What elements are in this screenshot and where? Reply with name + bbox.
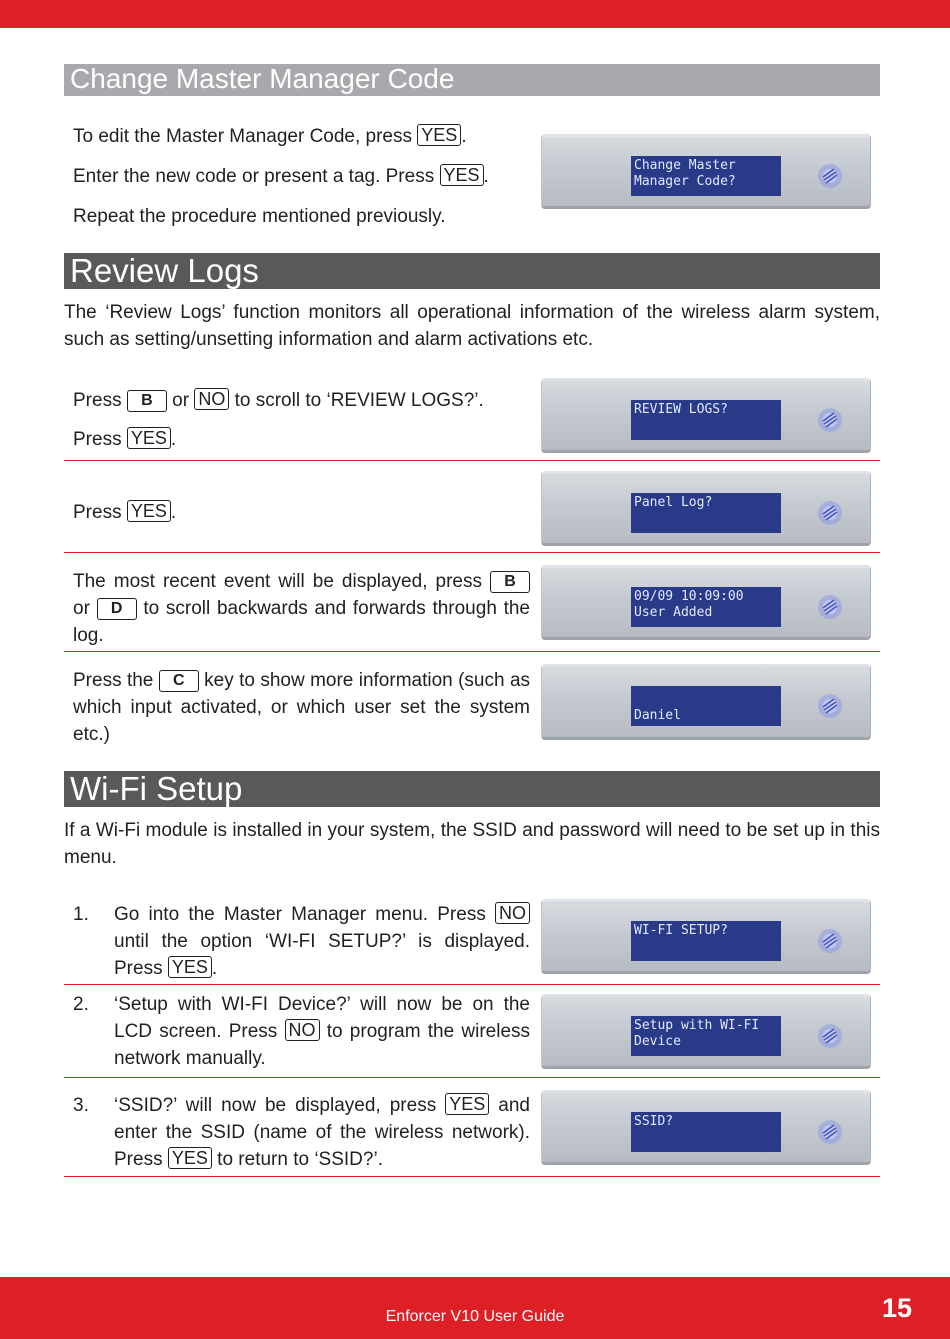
yes-key: YES bbox=[445, 1093, 489, 1115]
yes-key: YES bbox=[168, 1147, 212, 1169]
top-brand-bar bbox=[0, 0, 950, 28]
yes-key: YES bbox=[440, 164, 484, 186]
divider bbox=[64, 651, 880, 652]
wifi-intro: If a Wi-Fi module is installed in your system, the SSID and password will need to be set up in this menu. bbox=[64, 820, 880, 868]
divider bbox=[64, 460, 880, 461]
lcd-screen: SSID? bbox=[631, 1112, 781, 1152]
yes-key: YES bbox=[168, 956, 212, 978]
section-title-wifi-setup: Wi-Fi Setup bbox=[64, 771, 880, 807]
lcd-panel-review-logs bbox=[541, 378, 871, 453]
page-number: 15 bbox=[881, 1293, 912, 1323]
master-step-1: To edit the Master Manager Code, press YES . bbox=[73, 125, 467, 147]
lcd-screen: Daniel bbox=[631, 686, 781, 726]
step-number: 3. bbox=[73, 1095, 89, 1116]
section-title-master-code: Change Master Manager Code bbox=[64, 64, 880, 96]
divider bbox=[64, 552, 880, 553]
step-number: 1. bbox=[73, 904, 89, 925]
lcd-screen: REVIEW LOGS? bbox=[631, 400, 781, 440]
master-step-3: Repeat the procedure mentioned previously. bbox=[73, 206, 446, 227]
contactless-tag-icon bbox=[815, 691, 845, 721]
divider bbox=[64, 1077, 880, 1078]
lcd-panel-panel-log bbox=[541, 471, 871, 546]
contactless-tag-icon bbox=[815, 592, 845, 622]
no-key: NO bbox=[194, 388, 229, 410]
wifi-step-1: Go into the Master Manager menu. Press NO until the option ‘WI-FI SETUP?’ is displayed. Press YES . bbox=[114, 903, 530, 979]
wifi-step-2: ‘Setup with WI-FI Device?’ will now be on the LCD screen. Press NO to program the wireless network manually. bbox=[114, 994, 531, 1069]
footer-guide-title: Enforcer V10 User Guide bbox=[385, 1308, 565, 1325]
lcd-screen: Setup with WI-FI Device bbox=[631, 1016, 781, 1056]
review-step-1b: Press YES . bbox=[73, 428, 177, 450]
lcd-panel-master-code bbox=[541, 134, 871, 209]
divider bbox=[64, 984, 880, 985]
lcd-screen: 09/09 10:09:00 User Added bbox=[631, 587, 781, 627]
yes-key: YES bbox=[127, 500, 171, 522]
lcd-panel-wifi-setup bbox=[541, 899, 871, 974]
d-key: D bbox=[97, 598, 137, 620]
lcd-screen: WI-FI SETUP? bbox=[631, 921, 781, 961]
review-step-1: Press B or NO to scroll to ‘REVIEW LOGS?’. bbox=[73, 389, 484, 411]
lcd-panel-ssid bbox=[541, 1090, 871, 1165]
b-key: B bbox=[490, 571, 530, 593]
contactless-tag-icon bbox=[815, 926, 845, 956]
lcd-screen: Change Master Manager Code? bbox=[631, 156, 781, 196]
contactless-tag-icon bbox=[815, 405, 845, 435]
contactless-tag-icon bbox=[815, 498, 845, 528]
wifi-step-3: ‘SSID?’ will now be displayed, press YES and enter the SSID (name of the wireless network). Press YES to return to ‘SSID?’. bbox=[114, 1094, 530, 1170]
lcd-panel-detail bbox=[541, 664, 871, 740]
no-key: NO bbox=[495, 902, 530, 924]
lcd-panel-event bbox=[541, 565, 871, 640]
yes-key: YES bbox=[417, 124, 461, 146]
no-key: NO bbox=[285, 1019, 320, 1041]
lcd-screen: Panel Log? bbox=[631, 493, 781, 533]
lcd-panel-setup-device bbox=[541, 994, 871, 1069]
contactless-tag-icon bbox=[815, 1117, 845, 1147]
b-key: B bbox=[127, 390, 167, 412]
master-step-2: Enter the new code or present a tag. Press YES . bbox=[73, 165, 489, 187]
c-key: C bbox=[159, 670, 199, 692]
review-step-2: Press YES . bbox=[73, 501, 177, 523]
contactless-tag-icon bbox=[815, 161, 845, 191]
review-intro: The ‘Review Logs’ function monitors all operational information of the wireless alarm system, such as setting/unsetting information and alarm activations etc. bbox=[64, 302, 880, 350]
section-title-review-logs: Review Logs bbox=[64, 253, 880, 289]
divider bbox=[64, 1176, 880, 1177]
contactless-tag-icon bbox=[815, 1021, 845, 1051]
step-number: 2. bbox=[73, 994, 89, 1015]
yes-key: YES bbox=[127, 427, 171, 449]
review-step-3: The most recent event will be displayed, press B or D to scroll backwards and forwards through the log. bbox=[73, 571, 531, 646]
review-step-4: Press the C key to show more information (such as which input activated, or which user set the system etc.) bbox=[73, 670, 531, 745]
